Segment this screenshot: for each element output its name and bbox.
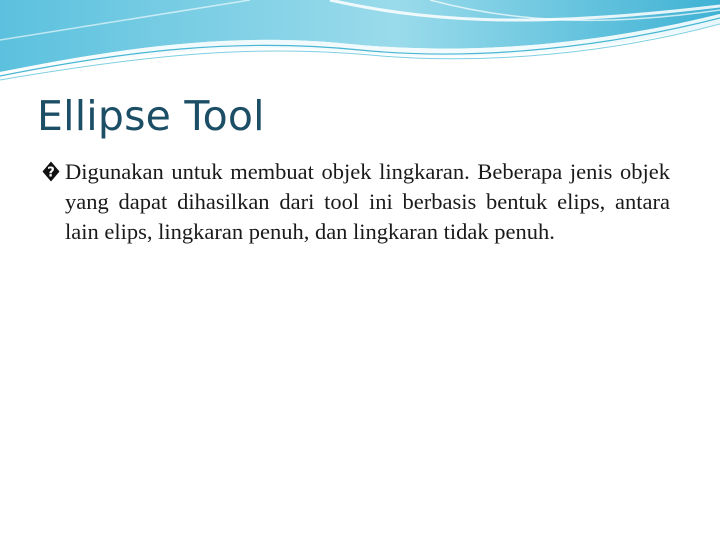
header-wave-decoration bbox=[0, 0, 720, 90]
slide-title: Ellipse Tool bbox=[37, 92, 265, 140]
svg-text:?: ? bbox=[47, 165, 55, 181]
bullet-item bbox=[42, 157, 670, 247]
bullet-list bbox=[42, 157, 670, 247]
bullet-text: Digunakan untuk membuat objek lingkaran. Beberapa jenis objek yang dapat dihasilkan dari tool ini berbasis bentuk elips, antara lain elips, lingkaran penuh, dan lingkaran tidak penuh. bbox=[65, 159, 670, 244]
replacement-character-icon bbox=[42, 161, 60, 182]
